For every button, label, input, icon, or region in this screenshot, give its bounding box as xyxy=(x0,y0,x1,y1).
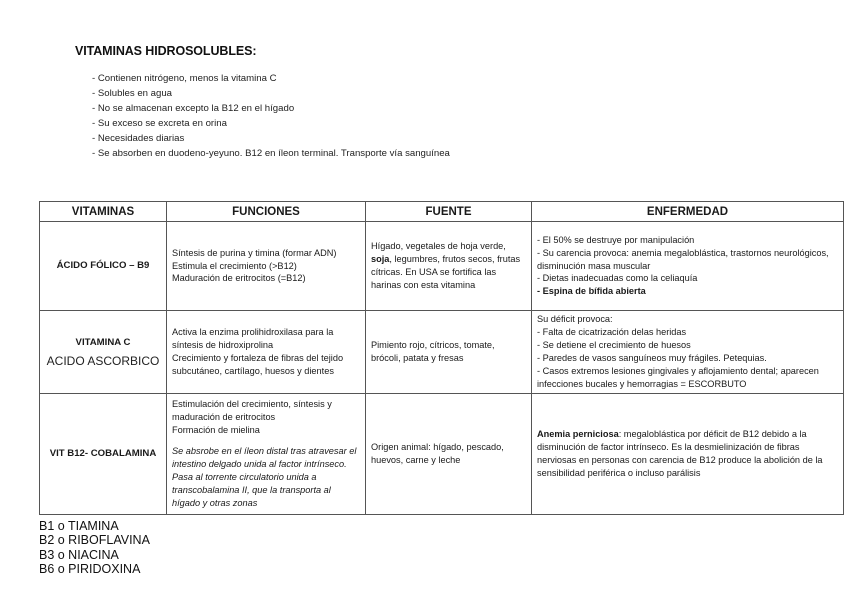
disease-text: : megaloblástica por déficit de B12 debido a la disminución de factor intrínseco. Es la desmielinización de fibras nerviosas en personas con carencia de B12 produce la abolición de la sensibilidad periférica o incluso parálisis xyxy=(537,429,823,478)
list-item: - Se absorben en duodeno-yeyuno. B12 en íleon terminal. Transporte vía sanguínea xyxy=(92,146,450,161)
disease-line: Su déficit provoca: xyxy=(537,314,613,325)
page-title: VITAMINAS HIDROSOLUBLES: xyxy=(75,44,257,58)
disease-cell xyxy=(532,311,844,394)
legend-item: B3 o NIACINA xyxy=(39,547,119,562)
disease-line: - Su carencia provoca: anemia megaloblástica, trastornos neurológicos, disminución masa muscular xyxy=(537,247,829,271)
source-text: Hígado, vegetales de hoja verde, xyxy=(371,241,506,252)
functions-cell xyxy=(167,394,366,515)
legend-item: B6 o PIRIDOXINA xyxy=(39,562,141,577)
header-enfermedad: ENFERMEDAD xyxy=(532,202,844,222)
table-row xyxy=(40,222,844,311)
disease-line-bold: - Espina de bífida abierta xyxy=(537,286,646,297)
vitamin-name: ÁCIDO FÓLICO – B9 xyxy=(40,222,167,311)
vitamin-name-cell xyxy=(40,311,167,394)
b-vitamins-legend xyxy=(39,519,150,577)
disease-line: - Falta de cicatrización delas heridas xyxy=(537,327,687,338)
spacer xyxy=(172,437,360,445)
table-header-row xyxy=(40,202,844,222)
functions-cell xyxy=(167,311,366,394)
disease-line: - Paredes de vasos sanguíneos muy frágiles. Petequias. xyxy=(537,353,767,363)
list-item: - Su exceso se excreta en orina xyxy=(92,116,450,131)
table-row xyxy=(40,394,844,515)
disease-line: - Casos extremos lesiones gingivales y aflojamiento dental; aparecen infecciones bucales y hemorragias = ESCORBUTO xyxy=(537,365,819,389)
vitamins-table xyxy=(39,201,844,515)
table-row xyxy=(40,311,844,394)
disease-cell xyxy=(532,394,844,515)
list-item: - Contienen nitrógeno, menos la vitamina C xyxy=(92,71,450,86)
source-cell: Origen animal: hígado, pescado, huevos, carne y leche xyxy=(366,394,532,515)
function-line: Síntesis de purina y timina (formar ADN) xyxy=(172,247,337,258)
function-line: Formación de mielina xyxy=(172,425,260,436)
source-text: , legumbres, frutos secos, frutas cítricas. En USA se fortifica las harinas con esta vitamina xyxy=(371,254,521,290)
header-funciones: FUNCIONES xyxy=(167,202,366,222)
function-line: Estimula el crecimiento (>B12) xyxy=(172,260,297,271)
list-item: - Solubles en agua xyxy=(92,86,450,101)
function-line: Maduración de eritrocitos (=B12) xyxy=(172,273,306,284)
functions-cell xyxy=(167,222,366,311)
properties-list xyxy=(92,71,450,162)
header-vitaminas: VITAMINAS xyxy=(40,202,167,222)
source-cell xyxy=(366,222,532,311)
disease-cell xyxy=(532,222,844,311)
disease-name: Anemia perniciosa xyxy=(537,429,619,440)
header-fuente: FUENTE xyxy=(366,202,532,222)
vitamin-name: VITAMINA C xyxy=(75,336,131,348)
source-highlight: soja xyxy=(371,254,390,265)
function-line: Activa la enzima prolihidroxilasa para la síntesis de hidroxiprolina xyxy=(172,327,334,351)
list-item: - No se almacenan excepto la B12 en el hígado xyxy=(92,101,450,116)
disease-line: - Se detiene el crecimiento de huesos xyxy=(537,340,691,351)
disease-line: - El 50% se destruye por manipulación xyxy=(537,234,695,245)
legend-item: B1 o TIAMINA xyxy=(39,519,119,533)
source-cell: Pimiento rojo, cítricos, tomate, brócoli, patata y fresas xyxy=(366,311,532,394)
function-line: Estimulación del crecimiento, síntesis y maduración de eritrocitos xyxy=(172,399,332,423)
absorption-note: Se absrobe en el íleon distal tras atravesar el intestino delgado unida al factor intrínseco. Pasa al torrente circulatorio unida a transcobalamina II, que la transporta al hígado y otras zonas xyxy=(172,446,357,508)
legend-item: B2 o RIBOFLAVINA xyxy=(39,533,150,548)
vitamin-subname: ACIDO ASCORBICO xyxy=(46,353,160,368)
disease-line: - Dietas inadecuadas como la celiaquía xyxy=(537,273,698,284)
list-item: - Necesidades diarias xyxy=(92,131,450,146)
function-line: Crecimiento y fortaleza de fibras del tejido subcutáneo, cartílago, huesos y dientes xyxy=(172,353,344,376)
vitamin-name: VIT B12- COBALAMINA xyxy=(40,394,167,515)
